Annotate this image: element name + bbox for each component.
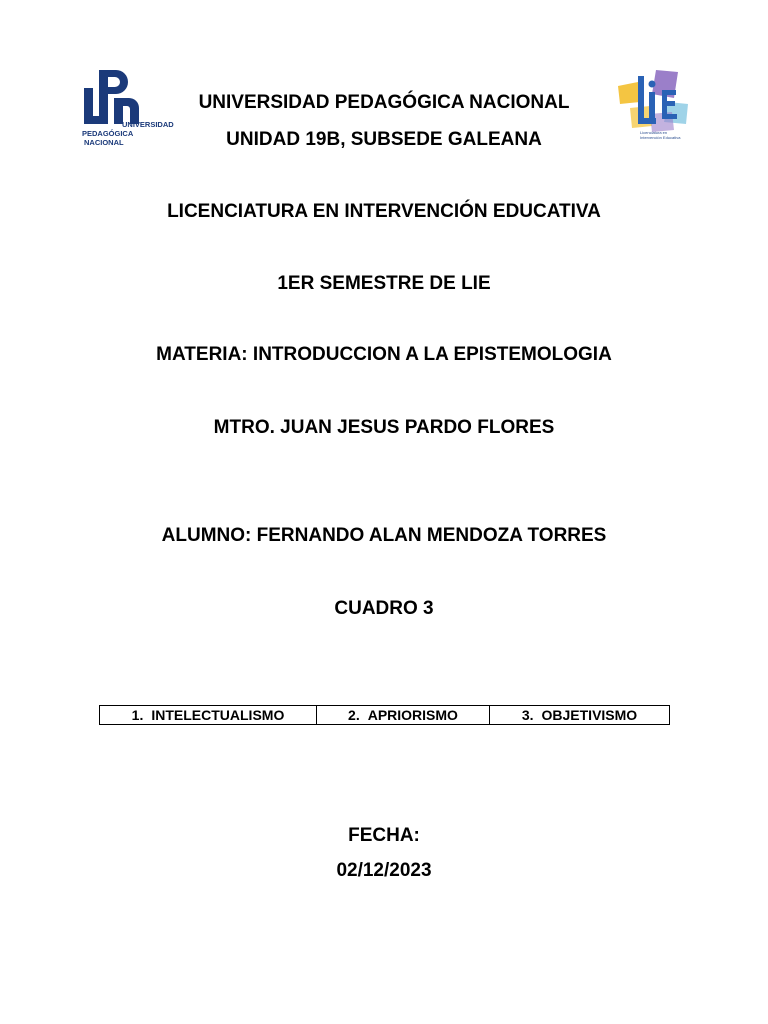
student-name: ALUMNO: FERNANDO ALAN MENDOZA TORRES xyxy=(161,525,607,546)
table-cell-label: INTELECTUALISMO xyxy=(151,707,285,723)
upn-logo-text-2: PEDAGÓGICA xyxy=(82,129,134,138)
table-cell-intelectualismo xyxy=(100,706,317,725)
subject: MATERIA: INTRODUCCION A LA EPISTEMOLOGIA xyxy=(156,344,612,365)
list-number: 1. xyxy=(131,707,144,723)
upn-logo-text-1: UNIVERSIDAD xyxy=(122,120,174,129)
university-name: UNIVERSIDAD PEDAGÓGICA NACIONAL xyxy=(198,92,570,113)
unit-name: UNIDAD 19B, SUBSEDE GALEANA xyxy=(226,129,542,150)
topics-table xyxy=(99,705,670,725)
lie-logo-caption-2: Intervención Educativa xyxy=(640,135,681,140)
list-number: 3. xyxy=(521,707,534,723)
semester: 1ER SEMESTRE DE LIE xyxy=(277,273,491,294)
date-value: 02/12/2023 xyxy=(336,860,432,881)
lie-logo-caption-1: Licenciatura en xyxy=(640,130,668,135)
table-row xyxy=(100,706,670,725)
table-cell-label: OBJETIVISMO xyxy=(541,707,638,723)
table-cell-label: APRIORISMO xyxy=(367,707,458,723)
upn-logo-text-3: NACIONAL xyxy=(84,138,124,147)
list-number: 2. xyxy=(348,707,360,723)
teacher-name: MTRO. JUAN JESUS PARDO FLORES xyxy=(213,417,555,438)
table-cell-apriorismo xyxy=(317,706,490,725)
program-title: LICENCIATURA EN INTERVENCIÓN EDUCATIVA xyxy=(167,201,601,222)
date-label: FECHA: xyxy=(348,825,420,846)
assignment-title: CUADRO 3 xyxy=(334,598,434,619)
table-cell-objetivismo xyxy=(490,706,670,725)
